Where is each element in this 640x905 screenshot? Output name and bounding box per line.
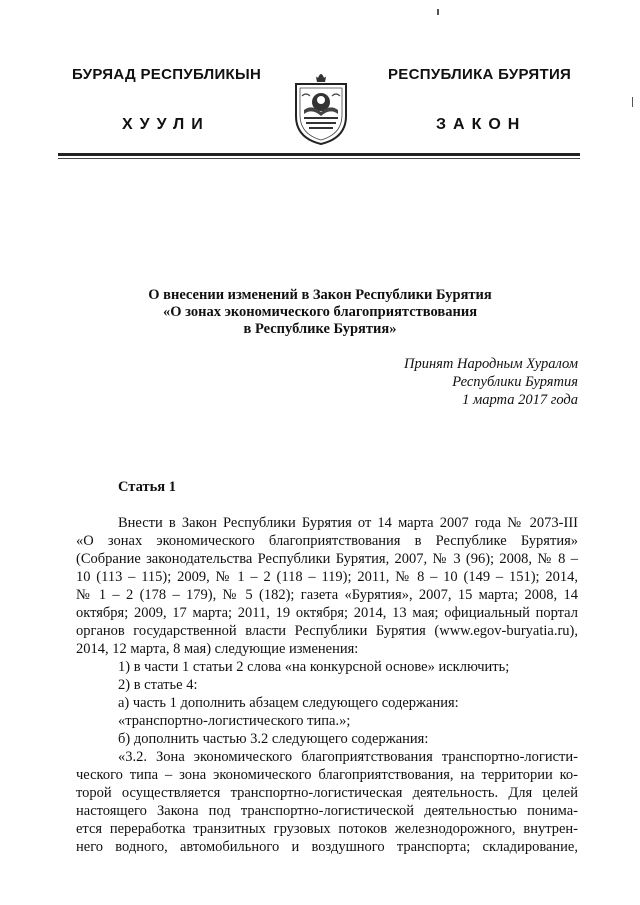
body-line: ческого типа – зона экономического благоприятствования, на территории ко- [76,767,578,783]
body-line: настоящего Закона под транспортно-логистической деятельностью понима- [76,803,578,819]
article-heading: Статья 1 [118,479,176,495]
body-line: Внести в Закон Республики Бурятия от 14 марта 2007 года № 2073-III [118,515,578,531]
coat-of-arms-emblem [292,66,350,146]
header-divider-thin [58,158,580,159]
law-title-line-2: «О зонах экономического благоприятствования [162,304,478,320]
scan-mark-top [437,9,439,15]
adoption-line-1: Принят Народным Хуралом [403,356,578,372]
law-title [90,287,550,338]
body-line: торой осуществляется транспортно-логистическая деятельность. Для целей [76,785,578,801]
body-line: 2014, 12 марта, 8 мая) следующие изменения: [76,641,359,657]
body-line: б) дополнить частью 3.2 следующего содержания: [118,731,429,747]
body-line: ется переработка транзитных грузовых потоков железнодорожного, внутрен- [76,821,578,837]
body-line: него водного, автомобильного и воздушного транспорта; складирование, [76,839,578,855]
body-line: 2) в статье 4: [118,677,198,693]
body-line: октября; 2009, 17 марта; 2011, 19 октября; 2014, 13 мая; официальный портал [76,605,578,621]
body-line: № 1 – 2 (178 – 179), № 5 (182); газета «Бурятия», 2007, 15 марта; 2008, 14 [76,587,578,603]
header-left-word: ХУУЛИ [122,116,210,133]
body-line: «3.2. Зона экономического благоприятствования транспортно-логисти- [118,749,578,765]
adoption-line-3: 1 марта 2017 года [462,392,578,408]
adoption-note [360,355,578,409]
body-line: (Собрание законодательства Республики Бурятия, 2007, № 3 (96); 2008, № 8 – [76,551,578,567]
header-right-word: ЗАКОН [436,116,527,133]
body-line: «О зонах экономического благоприятствования в Республике Бурятия» [76,533,578,549]
body-line: 10 (113 – 115); 2009, № 1 – 2 (118 – 119); 2011, № 8 – 10 (149 – 151); 2014, [76,569,578,585]
law-title-line-3: в Республике Бурятия» [243,321,397,337]
body-line: а) часть 1 дополнить абзацем следующего содержания: [118,695,459,711]
header-right-title: РЕСПУБЛИКА БУРЯТИЯ [388,66,572,83]
body-line: «транспортно-логистического типа.»; [118,713,351,729]
header-divider-thick [58,153,580,156]
scan-mark-edge [632,97,633,107]
body-line: 1) в части 1 статьи 2 слова «на конкурсной основе» исключить; [118,659,510,675]
law-title-line-1: О внесении изменений в Закон Республики Бурятия [148,287,492,303]
body-line: органов государственной власти Республики Бурятия (www.egov-buryatia.ru), [76,623,578,639]
adoption-line-2: Республики Бурятия [452,374,578,390]
article-body [76,514,578,856]
header-left-title: БУРЯАД РЕСПУБЛИКЫН [72,66,262,83]
